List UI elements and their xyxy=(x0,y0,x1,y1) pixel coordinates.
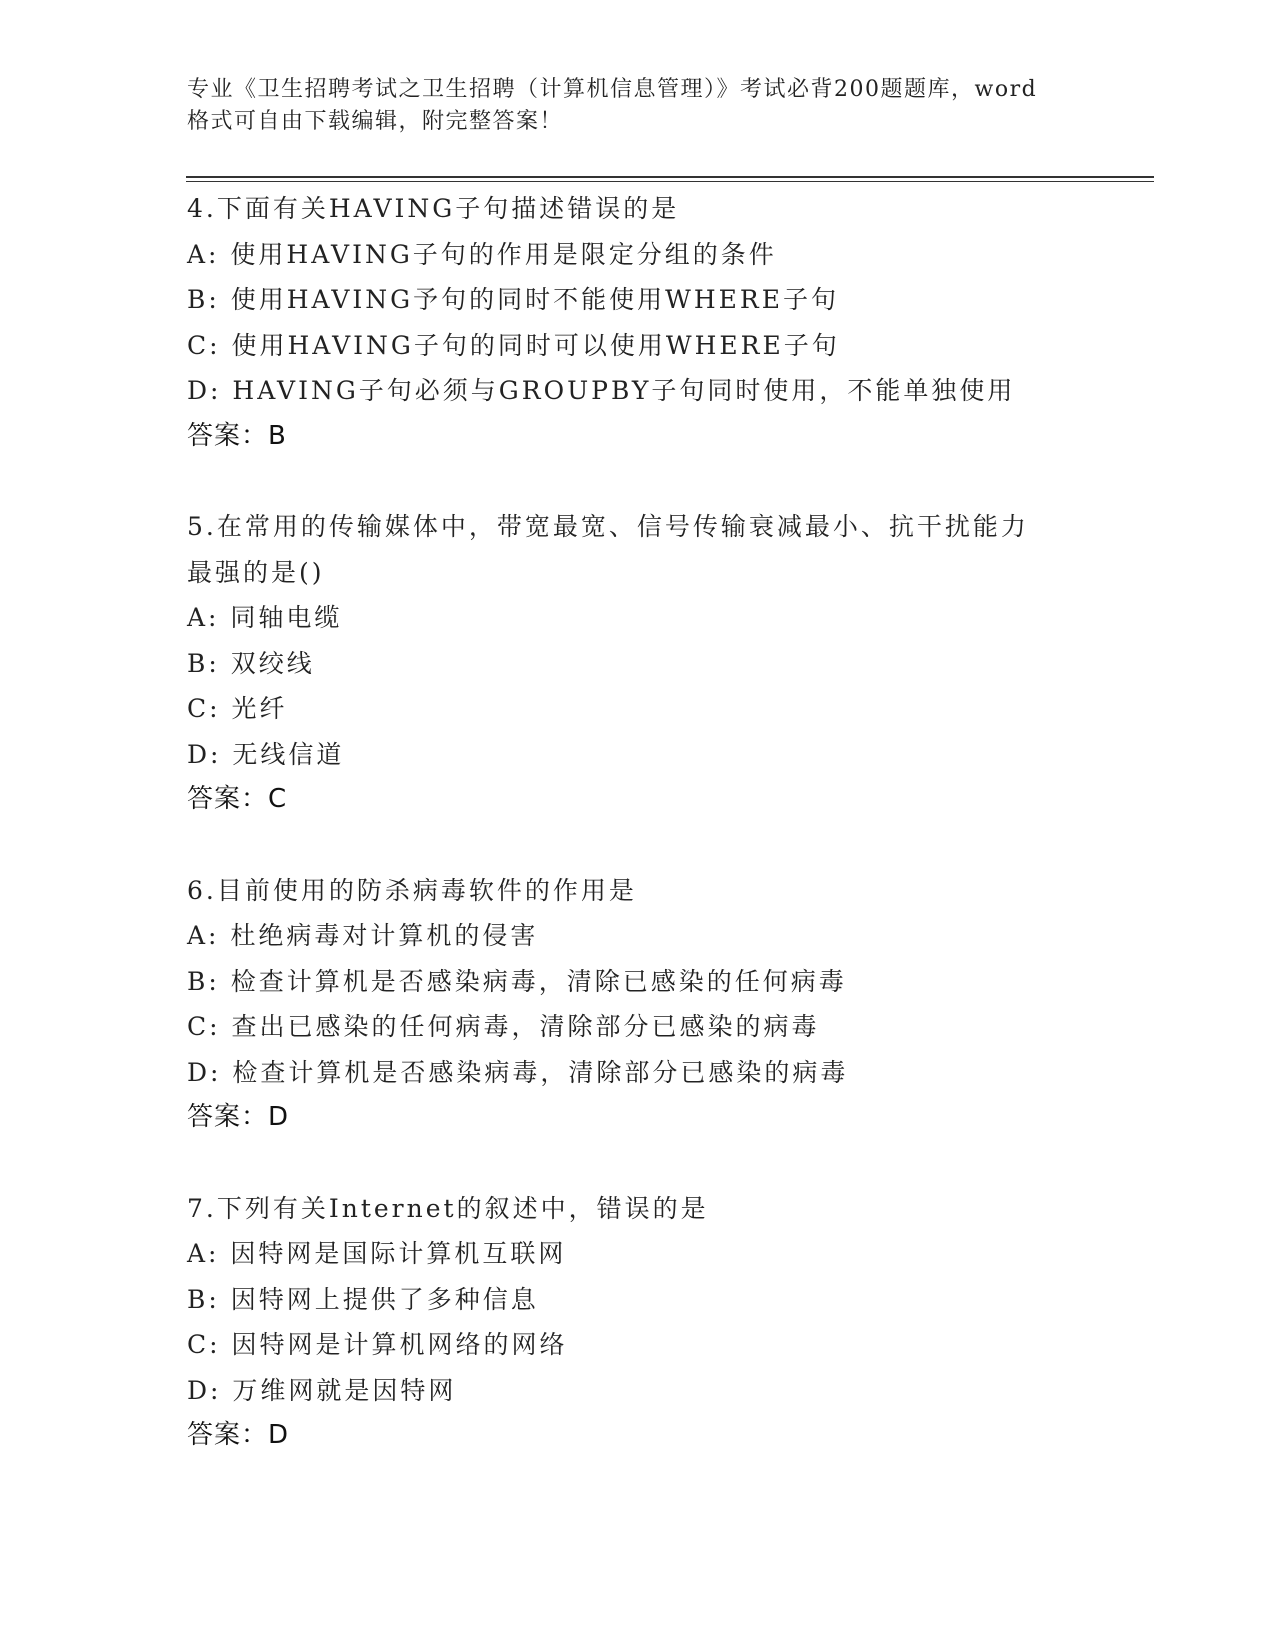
option-a: A: 使用HAVING子句的作用是限定分组的条件 xyxy=(187,239,777,269)
option-b: B: 检查计算机是否感染病毒，清除已感染的任何病毒 xyxy=(187,966,847,996)
question-stem: 4.下面有关HAVING子句描述错误的是 xyxy=(187,194,680,223)
option-a: A: 因特网是国际计算机互联网 xyxy=(187,1239,567,1268)
option-c: C: 因特网是计算机网络的网络 xyxy=(187,1330,568,1359)
question-list xyxy=(187,186,1087,1504)
option-d: D: HAVING子句必须与GROUPBY子句同时使用，不能单独使用 xyxy=(187,376,1016,405)
question-stem-line-2: 最强的是() xyxy=(187,557,325,587)
question-stem-line-1: 5.在常用的传输媒体中，带宽最宽、信号传输衰减最小、抗干扰能力 xyxy=(187,512,1029,541)
answer-label: 答案：D xyxy=(187,1102,290,1132)
option-d: D: 检查计算机是否感染病毒，清除部分已感染的病毒 xyxy=(187,1057,849,1087)
option-d: D: 万维网就是因特网 xyxy=(187,1375,457,1405)
option-a: A: 杜绝病毒对计算机的侵害 xyxy=(187,921,539,950)
document-header xyxy=(187,74,1087,138)
question-stem: 6.目前使用的防杀病毒软件的作用是 xyxy=(187,875,637,905)
option-a: A: 同轴电缆 xyxy=(187,603,343,632)
option-d: D: 无线信道 xyxy=(187,739,345,769)
question-4 xyxy=(187,186,1087,459)
header-divider xyxy=(186,176,1154,182)
question-stem: 7.下列有关Internet的叙述中，错误的是 xyxy=(187,1193,709,1223)
option-c: C: 查出已感染的任何病毒，清除部分已感染的病毒 xyxy=(187,1012,820,1041)
option-c: C: 光纤 xyxy=(187,694,288,723)
answer-label: 答案：B xyxy=(187,420,287,451)
question-5 xyxy=(187,504,1087,823)
answer-label: 答案：C xyxy=(187,784,288,814)
option-b: B: 双绞线 xyxy=(187,648,315,678)
header-line-2: 格式可自由下载编辑，附完整答案！ xyxy=(187,109,564,134)
header-line-1: 专业《卫生招聘考试之卫生招聘（计算机信息管理）》考试必背200题题库，word xyxy=(187,77,1038,102)
question-6 xyxy=(187,868,1087,1141)
option-b: B: 因特网上提供了多种信息 xyxy=(187,1284,539,1314)
answer-label: 答案：D xyxy=(187,1420,290,1450)
question-7 xyxy=(187,1186,1087,1459)
option-b: B: 使用HAVING予句的同时不能使用WHERE子句 xyxy=(187,285,839,314)
option-c: C: 使用HAVING子句的同时可以使用WHERE子句 xyxy=(187,330,840,360)
